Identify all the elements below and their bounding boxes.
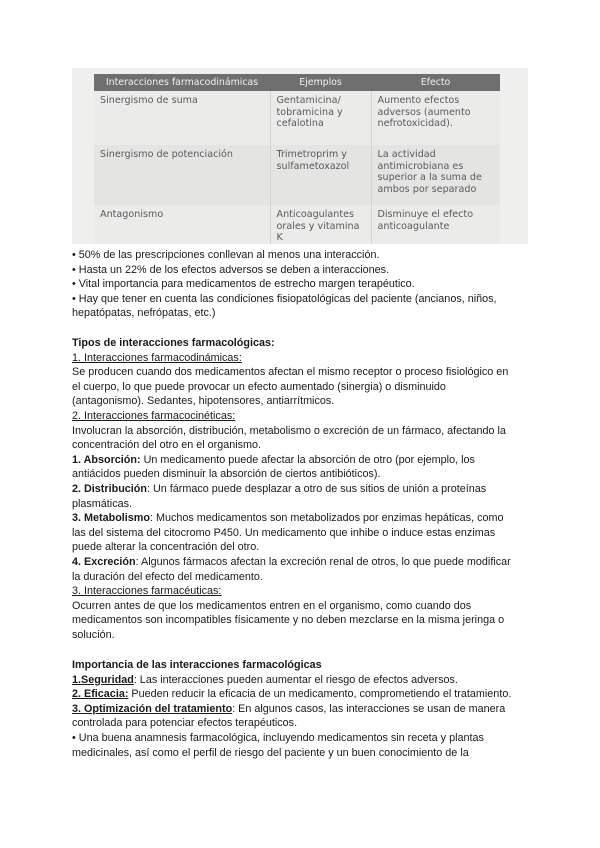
paragraph-line: Involucran la absorción, distribución, metabolismo o excreción de un fármaco, afectando la <box>72 424 506 437</box>
item-label: 3. Optimización del tratamiento <box>72 702 233 715</box>
paragraph-line <box>72 702 532 717</box>
cell-line: cefalotina <box>276 118 324 130</box>
cell-line: superior a la suma de <box>377 172 482 184</box>
paragraph-line: (antagonismo). Sedantes, hipotensores, antiarrítmicos. <box>72 395 335 408</box>
table-cell-type <box>94 91 270 145</box>
list-item: • Hay que tener en cuenta las condiciones fisiopatológicas del paciente (ancianos, niños, <box>72 292 497 305</box>
item-text: : En algunos casos, las interacciones se usan de manera <box>232 702 506 715</box>
cell-text: Sinergismo de suma <box>100 95 198 106</box>
table-cell-example <box>270 205 371 244</box>
paragraph-line <box>72 482 532 497</box>
cell-line: anticoagulante <box>377 220 450 232</box>
item-label: 3. Metabolismo <box>72 512 150 525</box>
paragraph-line: Ocurren antes de que los medicamentos entren en el organismo, como cuando dos <box>72 599 472 612</box>
cell-line: La actividad <box>377 149 436 160</box>
paragraph-line: plasmáticas. <box>72 497 133 510</box>
table-cell-example <box>270 91 371 145</box>
paragraph-line: el cuerpo, lo que puede provocar un efecto aumentado (sinergia) o disminuido <box>72 380 446 393</box>
paragraph-line: puede alterar la concentración del otro. <box>72 541 260 554</box>
cell-line: ambos por separado <box>377 183 477 195</box>
cell-line: nefrotoxicidad). <box>377 118 453 130</box>
item-label: 1.Seguridad <box>72 673 134 686</box>
list-item: • Una buena anamnesis farmacológica, incluyendo medicamentos sin receta y plantas <box>72 731 484 744</box>
paragraph-line <box>72 511 532 526</box>
subheading-pharmaceutical: 3. Interacciones farmacéuticas: <box>72 585 222 598</box>
list-item-continuation: medicinales, así como el perfil de riesgo del paciente y un buen conocimiento de la <box>72 746 469 759</box>
list-item-continuation: hepatópatas, nefrópatas, etc.) <box>72 307 216 320</box>
paragraph-line: medicamentos son incompatibles físicamente y no deben mezclarse en la misma jeringa o <box>72 614 505 627</box>
subheading-pharmacodynamic: 1. Interacciones farmacodinámicas: <box>72 351 242 364</box>
table-header-row <box>94 74 500 91</box>
item-label: 4. Excreción <box>72 555 136 568</box>
cell-line: antimicrobiana es <box>377 160 464 172</box>
paragraph-line <box>72 673 532 688</box>
cell-line: Gentamicina/ <box>276 95 341 106</box>
section-heading: Importancia de las interacciones farmacológicas <box>72 659 322 671</box>
interactions-table-image <box>72 68 528 244</box>
cell-line: sulfametoxazol <box>276 160 350 172</box>
cell-line: Aumento efectos <box>377 95 460 106</box>
cell-line: tobramicina y <box>276 106 343 118</box>
item-text: : Muchos medicamentos son metabolizados por enzimas hepáticas, como <box>150 512 504 525</box>
cell-line: orales y vitamina K <box>276 220 360 244</box>
list-item: • 50% de las prescripciones conllevan al menos una interacción. <box>72 249 380 261</box>
table-header-cell: Efecto <box>371 74 500 91</box>
cell-text: Antagonismo <box>100 209 164 220</box>
table-row <box>94 91 500 145</box>
table-cell-type <box>94 145 270 205</box>
paragraph-line: antiácidos pueden disminuir la absorción de ciertos antibióticos). <box>72 468 381 481</box>
cell-line: Trimetroprim y <box>276 149 347 160</box>
paragraph-line: controlada para potenciar efectos terapéuticos. <box>72 717 298 730</box>
subheading-pharmacokinetic: 2. Interacciones farmacocinéticas: <box>72 409 236 422</box>
cell-line: Disminuye el efecto <box>377 209 474 220</box>
item-label: 1. Absorción: <box>72 453 141 466</box>
paragraph-line <box>72 687 532 702</box>
list-item: • Hasta un 22% de los efectos adversos se deben a interacciones. <box>72 263 390 276</box>
item-text: : Las interacciones pueden aumentar el riesgo de efectos adversos. <box>133 673 458 686</box>
paragraph-line: las del sistema del citocromo P450. Un medicamento que inhibe o induce estas enzimas <box>72 526 496 539</box>
paragraph-line <box>72 453 532 468</box>
pharmacodynamic-interactions-table <box>94 74 500 244</box>
table-header-cell: Ejemplos <box>270 74 371 91</box>
table-cell-example <box>270 145 371 205</box>
table-cell-type <box>94 205 270 244</box>
item-text: Un medicamento puede afectar la absorción de otro (por ejemplo, los <box>140 453 475 466</box>
item-text: Pueden reducir la eficacia de un medicamento, comprometiendo el tratamiento. <box>128 688 512 701</box>
cell-text: Sinergismo de potenciación <box>100 149 233 160</box>
table-cell-effect <box>371 205 500 244</box>
paragraph-line: concentración del otro en el organismo. <box>72 439 262 452</box>
intro-bullet-list <box>72 248 532 321</box>
item-label: 2. Eficacia: <box>72 688 129 701</box>
table-cell-effect <box>371 145 500 205</box>
types-section <box>72 336 532 642</box>
item-text: : Un fármaco puede desplazar a otro de sus sitios de unión a proteínas <box>147 482 487 495</box>
section-heading: Tipos de interacciones farmacológicas: <box>72 337 275 349</box>
item-text: : Algunos fármacos afectan la excreción renal de otros, lo que puede modificar <box>135 555 511 568</box>
item-label: 2. Distribución <box>72 482 147 495</box>
paragraph-line <box>72 555 532 570</box>
paragraph-line: la duración del efecto del medicamento. <box>72 570 263 583</box>
paragraph-line: solución. <box>72 628 115 641</box>
cell-line: adversos (aumento <box>377 106 471 118</box>
list-item: • Vital importancia para medicamentos de estrecho margen terapéutico. <box>72 278 415 291</box>
table-row <box>94 205 500 244</box>
paragraph-line: Se producen cuando dos medicamentos afectan el mismo receptor o proceso fisiológico en <box>72 366 509 379</box>
cell-line: Anticoagulantes <box>276 209 355 220</box>
table-row <box>94 145 500 205</box>
table-cell-effect <box>371 91 500 145</box>
importance-section <box>72 658 532 760</box>
table-header-cell: Interacciones farmacodinámicas <box>94 74 270 91</box>
